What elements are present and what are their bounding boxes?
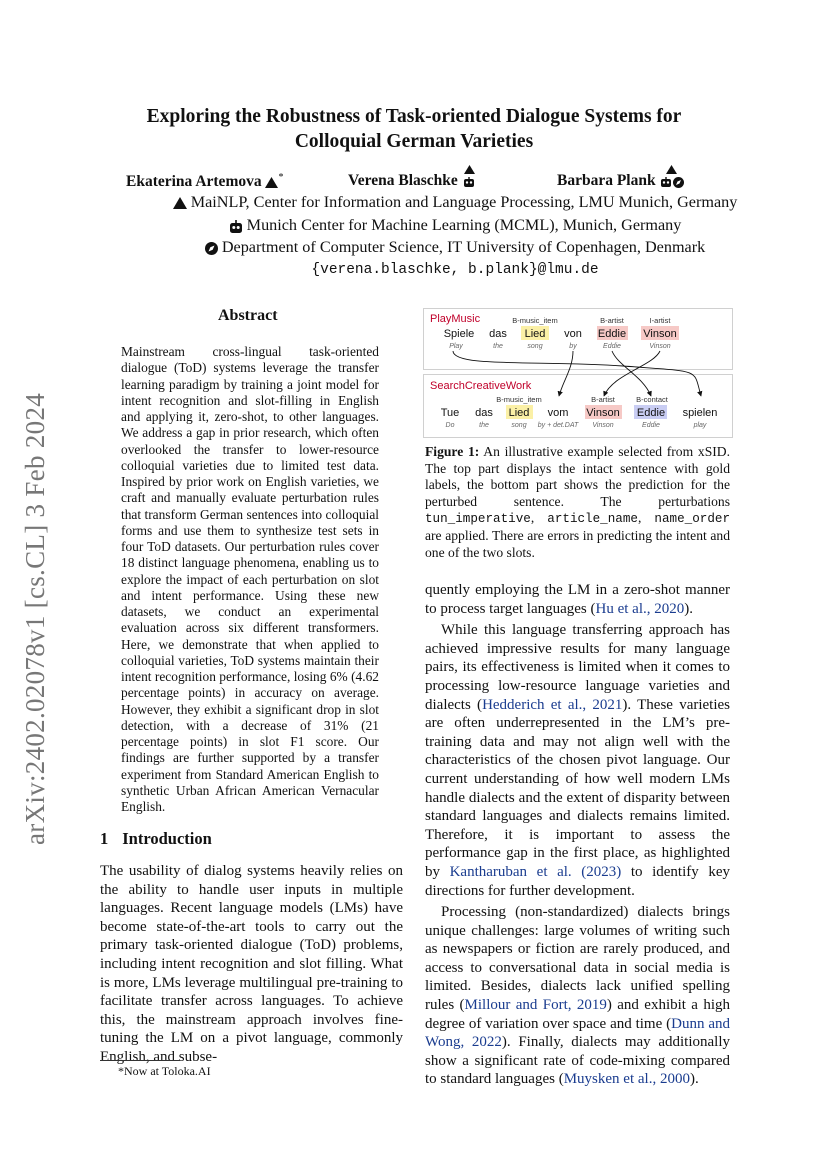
body-text: quently employing the LM in a zero-shot manner to process target languages (: [425, 582, 730, 617]
body-text: ). Finally, dialects may additionally show a significant rate of code-mixing compared to standard languages (: [425, 1034, 730, 1088]
compass-icon: [673, 177, 684, 188]
caption-label: Figure 1:: [425, 444, 480, 459]
mountain-icon: [173, 197, 187, 209]
caption-code: article_name: [547, 512, 638, 527]
token: das: [475, 407, 493, 419]
gloss: Vinson: [592, 422, 614, 429]
gloss: Eddie: [642, 422, 660, 429]
token: Spiele: [443, 328, 475, 340]
author-blaschke: [348, 172, 476, 190]
citation-link[interactable]: Millour and Fort, 2019: [464, 997, 607, 1014]
body-text: ).: [684, 600, 693, 617]
section-number: 1: [100, 829, 109, 848]
author-plank: [557, 172, 685, 190]
gold-intent-label: PlayMusic: [430, 313, 481, 325]
slot-label: B-artist: [600, 316, 624, 325]
affiliation-icons: [659, 173, 685, 189]
caption-text: are applied. There are errors in predicting the intent and one of the two slots.: [425, 527, 730, 560]
section-heading: [100, 829, 212, 849]
arrow-vinson: [604, 351, 660, 396]
author-name: Verena Blaschke: [348, 172, 458, 189]
robot-icon: [463, 177, 475, 187]
token: von: [564, 328, 582, 340]
gloss: the: [479, 422, 489, 429]
caption-code: tun_imperative: [425, 512, 531, 527]
affiliation-lmu: [100, 193, 810, 212]
mountain-icon: [666, 165, 677, 174]
abstract-text: Mainstream cross-lingual task-oriented dialogue (ToD) systems leverage the transfer learning paradigm by training a joint model for intent recognition and slot-filling in English and applying it, zero-shot, to other languages. We address a gap in prior research, which often overlooked the transfer to lower-resource colloquial varieties due to limited test data. Inspired by prior work on English varieties, we craft and manually evaluate perturbation rules that transform German sentences into colloquial forms and use them to synthesize test sets in four ToD datasets. Our perturbation rules cover 18 distinct language phenomena, enabling us to explore the impact of each perturbation on slot and intent performance. Using these new datasets, we conduct an experimental evaluation across six different transformers. Here, we demonstrate that when applied to colloquial varieties, ToD systems maintain their intent recognition performance, losing 6% (4.62 percentage points) in accuracy on average. However, they exhibit a significant drop in slot detection, with a decrease of 31% (21 percentage points) in slot F1 score. Our findings are further supported by a transfer experiment from Standard American English to synthetic Urban African American Vernacular English.: [121, 344, 379, 814]
slot-label: B-contact: [636, 395, 668, 404]
footnote: *Now at Toloka.AI: [118, 1064, 211, 1078]
slot-label: B-music_item: [512, 316, 558, 325]
affiliation-itu: [100, 238, 810, 257]
token: Lied: [508, 407, 530, 419]
gloss: by + det.DAT: [537, 422, 579, 429]
affiliation-text: Munich Center for Machine Learning (MCML), Munich, Germany: [246, 216, 682, 234]
arrow-eddie: [612, 351, 651, 396]
intro-paragraph-1: The usability of dialog systems heavily relies on the ability to handle user inputs in multiple languages. Recent language models (LMs) have become state-of-the-art tools to carry out the primary task-oriented dialogue (ToD) problems, including intent recognition and slot filling. What is more, LMs leverage multilingual pre-training to facilitate transfer across languages. To achieve this, the mainstream approach involves fine-tuning the LM on a pivot language, commonly English, and subse-: [100, 863, 403, 1065]
token: spielen: [682, 407, 718, 419]
body-text: Processing (non-standardized) dialects brings unique challenges: large volumes of writing such as newspapers or fiction are rarely produced, and access to conversational data in social media is limited. Besides, dialects lack unified spelling rules (: [425, 904, 730, 1014]
citation-link[interactable]: Hu et al., 2020: [595, 600, 685, 617]
caption-text: An illustrative example selected from xSID. The top part displays the intact sentence with gold labels, the bottom part shows the prediction for the perturbed sentence. The perturbations: [425, 444, 731, 509]
gloss: song: [527, 343, 543, 350]
figure-1: [423, 306, 733, 438]
token: vom: [547, 407, 569, 419]
footnote-rule: [100, 1060, 180, 1061]
body-text: ).: [689, 1071, 699, 1088]
affiliation-text: Department of Computer Science, IT University of Copenhagen, Denmark: [221, 238, 706, 256]
body-text: ) and exhibit a high degree of variation over space and time (: [425, 997, 731, 1032]
intro-paragraph-3: [425, 903, 730, 1089]
mountain-icon: [464, 165, 475, 174]
title-line-1: Exploring the Robustness of Task-oriented Dialogue Systems for: [146, 106, 682, 127]
mountain-icon: [265, 177, 278, 188]
gloss: Vinson: [649, 343, 671, 350]
intro-paragraph-2: [425, 621, 730, 900]
intro-left-column: [100, 862, 403, 1067]
citation-link[interactable]: Dunn and Wong, 2022: [425, 1015, 730, 1051]
token: das: [489, 328, 507, 340]
gloss: song: [511, 422, 527, 429]
slot-label: B-artist: [591, 395, 615, 404]
token: Vinson: [643, 328, 677, 340]
caption-code: name_order: [654, 512, 730, 527]
body-text: While this language transferring approach has achieved impressive results for many language pairs, its effectiveness is limited when it comes to processing low-resource language varieties and dialects (: [425, 622, 730, 713]
gloss: play: [693, 422, 707, 429]
abstract-body: [121, 344, 379, 815]
citation-link[interactable]: Muysken et al., 2000: [563, 1071, 690, 1088]
compass-icon: [205, 242, 218, 255]
token: Lied: [524, 328, 546, 340]
affiliation-icons: [462, 173, 476, 189]
intro-right-column: [425, 581, 730, 1089]
token: Eddie: [597, 328, 627, 340]
affiliation-mcml: [100, 216, 810, 235]
robot-icon: [229, 220, 243, 233]
author-mark: *: [278, 172, 284, 183]
gloss: Eddie: [603, 343, 621, 350]
author-name: Barbara Plank: [557, 172, 656, 189]
robot-icon: [660, 177, 672, 187]
gloss: Do: [445, 422, 455, 429]
token: Tue: [440, 407, 460, 419]
arrow-von-to-vom: [559, 351, 573, 396]
section-title: Introduction: [122, 829, 212, 848]
token: Vinson: [586, 407, 620, 419]
paper-title: [100, 104, 728, 154]
author-artemova: [126, 172, 283, 191]
citation-link[interactable]: Hedderich et al., 2021: [482, 696, 623, 713]
figure-caption: Figure 1: An illustrative example selected from xSID. The top part displays the intact sentence with gold labels, the bottom part shows the prediction for the perturbed sentence. The perturbations tun_imperative, article_name, name_order are applied. There are errors in predicting the intent and one of the two slots.: [425, 444, 731, 560]
slot-label: I-artist: [649, 316, 671, 325]
citation-link[interactable]: Kantharuban et al. (2023): [449, 863, 622, 880]
author-name: Ekaterina Artemova: [126, 173, 262, 191]
predicted-intent-label: SearchCreativeWork: [430, 380, 532, 392]
author-emails: {verena.blaschke, b.plank}@lmu.de: [311, 262, 599, 278]
body-text: to identify key directions for further development.: [425, 863, 730, 899]
slot-label: B-music_item: [496, 395, 542, 404]
title-line-2: Colloquial German Varieties: [294, 131, 534, 152]
gloss: the: [493, 343, 503, 350]
token: Eddie: [636, 407, 666, 419]
abstract-heading: Abstract: [218, 307, 278, 324]
affiliation-text: MaiNLP, Center for Information and Language Processing, LMU Munich, Germany: [190, 193, 738, 211]
intro-paragraph-1-cont: [425, 581, 730, 618]
body-text: ). These varieties are often underrepresented in the LM’s pre-training data and may not align well with the characteristics of the chosen pivot language. Our current understanding of how well modern LMs handle dialects and the extent of disparity between standard languages and dialects remains limited. Therefore, it is important to assess the performance gap in the first place, as highlighted by: [425, 696, 731, 880]
gloss: by: [569, 343, 577, 350]
gloss: Play: [449, 343, 463, 350]
